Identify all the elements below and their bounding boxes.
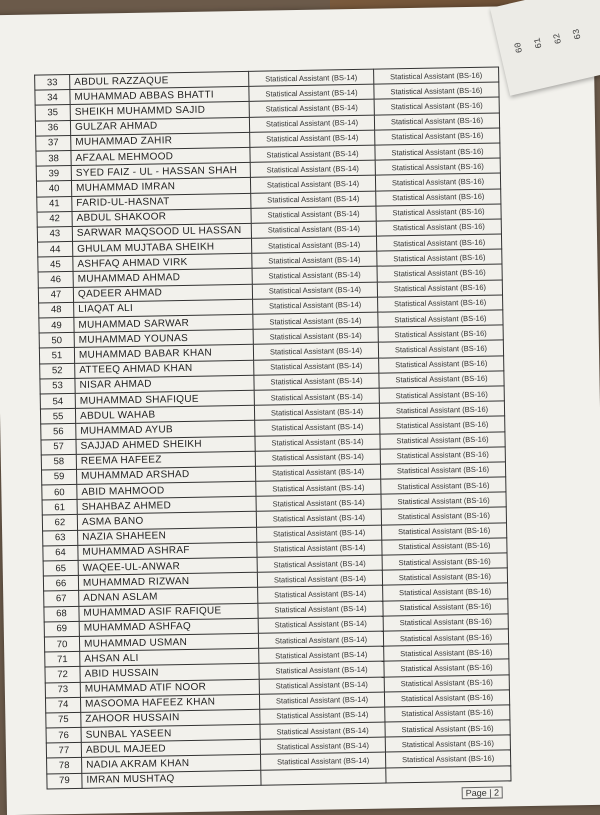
current-post: Statistical Assistant (BS-14) xyxy=(257,540,382,557)
employee-name: ATTEEQ AHMAD KHAN xyxy=(75,360,254,378)
serial-number: 68 xyxy=(44,606,79,622)
serial-number: 48 xyxy=(39,302,74,318)
corner-sheet-number: 62 xyxy=(551,32,565,45)
employee-name: AHSAN ALI xyxy=(80,648,259,666)
serial-number: 35 xyxy=(35,105,70,121)
proposed-post: Statistical Assistant (BS-16) xyxy=(382,568,507,585)
employee-name: ZAHOOR HUSSAIN xyxy=(81,709,260,727)
proposed-post: Statistical Assistant (BS-16) xyxy=(378,295,503,312)
serial-number: 67 xyxy=(44,591,79,607)
current-post: Statistical Assistant (BS-14) xyxy=(257,555,382,572)
employee-name: GULZAR AHMAD xyxy=(70,117,249,135)
serial-number: 55 xyxy=(40,409,75,425)
serial-number: 49 xyxy=(39,317,74,333)
employee-name: ABID MAHMOOD xyxy=(77,481,256,499)
employee-name: ABDUL MAJEED xyxy=(81,739,260,757)
serial-number: 45 xyxy=(38,257,73,273)
proposed-post: Statistical Assistant (BS-16) xyxy=(382,538,507,555)
current-post: Statistical Assistant (BS-14) xyxy=(255,464,380,481)
current-post: Statistical Assistant (BS-14) xyxy=(250,160,375,177)
current-post: Statistical Assistant (BS-14) xyxy=(256,510,381,527)
serial-number: 64 xyxy=(43,545,78,561)
serial-number: 66 xyxy=(43,576,78,592)
current-post: Statistical Assistant (BS-14) xyxy=(253,312,378,329)
proposed-post: Statistical Assistant (BS-16) xyxy=(380,416,505,433)
employee-name: ABDUL RAZZAQUE xyxy=(70,71,249,89)
current-post: Statistical Assistant (BS-14) xyxy=(253,327,378,344)
employee-name: ABDUL SHAKOOR xyxy=(72,208,251,226)
employee-name: MUHAMMAD BABAR KHAN xyxy=(74,345,253,363)
proposed-post: Statistical Assistant (BS-16) xyxy=(384,659,509,676)
corner-sheet-number: 63 xyxy=(571,27,584,41)
employee-name: ABDUL WAHAB xyxy=(75,405,254,423)
serial-number: 33 xyxy=(35,74,70,90)
proposed-post: Statistical Assistant (BS-16) xyxy=(380,431,505,448)
serial-number: 44 xyxy=(38,242,73,258)
proposed-post: Statistical Assistant (BS-16) xyxy=(382,523,507,540)
proposed-post: Statistical Assistant (BS-16) xyxy=(380,447,505,464)
current-post: Statistical Assistant (BS-14) xyxy=(260,722,385,739)
current-post: Statistical Assistant (BS-14) xyxy=(252,267,377,284)
proposed-post: Statistical Assistant (BS-16) xyxy=(376,188,501,205)
serial-number: 79 xyxy=(47,773,82,789)
serial-number: 41 xyxy=(37,196,72,212)
current-post: Statistical Assistant (BS-14) xyxy=(257,525,382,542)
proposed-post: Statistical Assistant (BS-16) xyxy=(379,401,504,418)
proposed-post: Statistical Assistant (BS-16) xyxy=(381,492,506,509)
roster-body xyxy=(35,67,511,789)
employee-name: SHEIKH MUHAMMD SAJID xyxy=(70,102,249,120)
employee-name: SARWAR MAQSOOD UL HASSAN xyxy=(72,223,251,241)
proposed-post: Statistical Assistant (BS-16) xyxy=(381,507,506,524)
employee-name: MUHAMMAD USMAN xyxy=(79,633,258,651)
employee-name: SUNBAL YASEEN xyxy=(81,724,260,742)
serial-number: 65 xyxy=(43,560,78,576)
document-page xyxy=(0,5,600,815)
proposed-post: Statistical Assistant (BS-16) xyxy=(378,325,503,342)
current-post xyxy=(261,768,386,785)
employee-name: SHAHBAZ AHMED xyxy=(77,497,256,515)
employee-name: MASOOMA HAFEEZ KHAN xyxy=(80,694,259,712)
proposed-post: Statistical Assistant (BS-16) xyxy=(378,340,503,357)
current-post: Statistical Assistant (BS-14) xyxy=(250,145,375,162)
current-post: Statistical Assistant (BS-14) xyxy=(251,206,376,223)
serial-number: 71 xyxy=(45,652,80,668)
employee-name: SAJJAD AHMED SHEIKH xyxy=(76,436,255,454)
employee-name: IMRAN MUSHTAQ xyxy=(82,770,261,788)
proposed-post: Statistical Assistant (BS-16) xyxy=(377,249,502,266)
current-post: Statistical Assistant (BS-14) xyxy=(258,601,383,618)
proposed-post: Statistical Assistant (BS-16) xyxy=(384,690,509,707)
proposed-post: Statistical Assistant (BS-16) xyxy=(379,386,504,403)
serial-number: 63 xyxy=(43,530,78,546)
current-post: Statistical Assistant (BS-14) xyxy=(260,737,385,754)
employee-name: MUHAMMAD ARSHAD xyxy=(77,466,256,484)
employee-name: NISAR AHMAD xyxy=(75,375,254,393)
serial-number: 76 xyxy=(46,727,81,743)
employee-name: MUHAMMAD ABBAS BHATTI xyxy=(70,87,249,105)
employee-name: ADNAN ASLAM xyxy=(79,588,258,606)
proposed-post: Statistical Assistant (BS-16) xyxy=(384,674,509,691)
employee-name: MUHAMMAD YOUNAS xyxy=(74,329,253,347)
serial-number: 54 xyxy=(40,393,75,409)
current-post: Statistical Assistant (BS-14) xyxy=(254,358,379,375)
page-number: Page | 2 xyxy=(462,787,504,800)
current-post: Statistical Assistant (BS-14) xyxy=(252,251,377,268)
serial-number: 58 xyxy=(41,454,76,470)
serial-number: 61 xyxy=(42,500,77,516)
serial-number: 47 xyxy=(38,287,73,303)
corner-sheet-number: 61 xyxy=(532,36,545,50)
employee-name: MUHAMMAD ATIF NOOR xyxy=(80,679,259,697)
proposed-post: Statistical Assistant (BS-16) xyxy=(378,310,503,327)
serial-number: 42 xyxy=(37,211,72,227)
proposed-post: Statistical Assistant (BS-16) xyxy=(379,371,504,388)
serial-number: 73 xyxy=(45,682,80,698)
current-post: Statistical Assistant (BS-14) xyxy=(253,297,378,314)
current-post: Statistical Assistant (BS-14) xyxy=(251,221,376,238)
proposed-post: Statistical Assistant (BS-16) xyxy=(377,280,502,297)
current-post: Statistical Assistant (BS-14) xyxy=(255,434,380,451)
current-post: Statistical Assistant (BS-14) xyxy=(254,373,379,390)
employee-name: MUHAMMAD ZAHIR xyxy=(71,132,250,150)
employee-name: MUHAMMAD AHMAD xyxy=(73,269,252,287)
employee-name: NAZIA SHAHEEN xyxy=(78,527,257,545)
proposed-post: Statistical Assistant (BS-16) xyxy=(375,158,500,175)
serial-number: 57 xyxy=(41,439,76,455)
current-post: Statistical Assistant (BS-14) xyxy=(249,69,374,86)
employee-name: ASMA BANO xyxy=(77,512,256,530)
serial-number: 78 xyxy=(47,758,82,774)
proposed-post: Statistical Assistant (BS-16) xyxy=(379,356,504,373)
employee-name: MUHAMMAD SARWAR xyxy=(74,314,253,332)
current-post: Statistical Assistant (BS-14) xyxy=(258,585,383,602)
employee-name: MUHAMMAD SHAFIQUE xyxy=(75,390,254,408)
overlapping-sheet-corner xyxy=(490,0,600,96)
current-post: Statistical Assistant (BS-14) xyxy=(254,403,379,420)
proposed-post: Statistical Assistant (BS-16) xyxy=(374,82,499,99)
current-post: Statistical Assistant (BS-14) xyxy=(259,677,384,694)
employee-name: SYED FAIZ - UL - HASSAN SHAH xyxy=(71,162,250,180)
current-post: Statistical Assistant (BS-14) xyxy=(253,342,378,359)
current-post: Statistical Assistant (BS-14) xyxy=(256,494,381,511)
employee-name: NADIA AKRAM KHAN xyxy=(82,755,261,773)
current-post: Statistical Assistant (BS-14) xyxy=(258,616,383,633)
current-post: Statistical Assistant (BS-14) xyxy=(250,175,375,192)
proposed-post: Statistical Assistant (BS-16) xyxy=(376,219,501,236)
proposed-post: Statistical Assistant (BS-16) xyxy=(375,173,500,190)
current-post: Statistical Assistant (BS-14) xyxy=(249,100,374,117)
proposed-post: Statistical Assistant (BS-16) xyxy=(377,264,502,281)
current-post: Statistical Assistant (BS-14) xyxy=(259,646,384,663)
current-post: Statistical Assistant (BS-14) xyxy=(251,236,376,253)
employee-roster-table xyxy=(34,66,511,789)
current-post: Statistical Assistant (BS-14) xyxy=(259,692,384,709)
current-post: Statistical Assistant (BS-14) xyxy=(252,282,377,299)
serial-number: 39 xyxy=(36,166,71,182)
employee-name: GHULAM MUJTABA SHEIKH xyxy=(73,238,252,256)
serial-number: 72 xyxy=(45,667,80,683)
employee-name: FARID-UL-HASNAT xyxy=(72,193,251,211)
serial-number: 52 xyxy=(40,363,75,379)
current-post: Statistical Assistant (BS-14) xyxy=(260,707,385,724)
proposed-post: Statistical Assistant (BS-16) xyxy=(383,598,508,615)
employee-name: ABID HUSSAIN xyxy=(80,664,259,682)
proposed-post: Statistical Assistant (BS-16) xyxy=(374,67,499,84)
proposed-post: Statistical Assistant (BS-16) xyxy=(385,750,510,767)
current-post: Statistical Assistant (BS-14) xyxy=(255,418,380,435)
proposed-post: Statistical Assistant (BS-16) xyxy=(383,629,508,646)
proposed-post: Statistical Assistant (BS-16) xyxy=(376,204,501,221)
current-post: Statistical Assistant (BS-14) xyxy=(258,631,383,648)
proposed-post: Statistical Assistant (BS-16) xyxy=(383,614,508,631)
serial-number: 50 xyxy=(39,333,74,349)
serial-number: 69 xyxy=(44,621,79,637)
serial-number: 34 xyxy=(35,90,70,106)
proposed-post xyxy=(386,766,511,783)
current-post: Statistical Assistant (BS-14) xyxy=(249,84,374,101)
proposed-post: Statistical Assistant (BS-16) xyxy=(384,644,509,661)
employee-name: QADEER AHMAD xyxy=(73,284,252,302)
current-post: Statistical Assistant (BS-14) xyxy=(256,479,381,496)
proposed-post: Statistical Assistant (BS-16) xyxy=(380,462,505,479)
proposed-post: Statistical Assistant (BS-16) xyxy=(382,553,507,570)
employee-name: MUHAMMAD ASHRAF xyxy=(78,542,257,560)
proposed-post: Statistical Assistant (BS-16) xyxy=(385,705,510,722)
current-post: Statistical Assistant (BS-14) xyxy=(250,130,375,147)
serial-number: 59 xyxy=(42,469,77,485)
proposed-post: Statistical Assistant (BS-16) xyxy=(376,234,501,251)
employee-name: AFZAAL MEHMOOD xyxy=(71,147,250,165)
current-post: Statistical Assistant (BS-14) xyxy=(255,449,380,466)
employee-name: ASHFAQ AHMAD VIRK xyxy=(73,254,252,272)
employee-name: MUHAMMAD AYUB xyxy=(76,421,255,439)
serial-number: 56 xyxy=(41,424,76,440)
serial-number: 53 xyxy=(40,378,75,394)
employee-name: MUHAMMAD ASIF RAFIQUE xyxy=(79,603,258,621)
serial-number: 51 xyxy=(39,348,74,364)
proposed-post: Statistical Assistant (BS-16) xyxy=(383,583,508,600)
corner-sheet-number: 60 xyxy=(512,41,526,54)
current-post: Statistical Assistant (BS-14) xyxy=(251,191,376,208)
serial-number: 74 xyxy=(45,697,80,713)
employee-name: MUHAMMAD RIZWAN xyxy=(78,572,257,590)
current-post: Statistical Assistant (BS-14) xyxy=(259,661,384,678)
proposed-post: Statistical Assistant (BS-16) xyxy=(375,143,500,160)
employee-name: WAQEE-UL-ANWAR xyxy=(78,557,257,575)
serial-number: 46 xyxy=(38,272,73,288)
current-post: Statistical Assistant (BS-14) xyxy=(254,388,379,405)
serial-number: 62 xyxy=(42,515,77,531)
serial-number: 38 xyxy=(36,150,71,166)
proposed-post: Statistical Assistant (BS-16) xyxy=(374,113,499,130)
proposed-post: Statistical Assistant (BS-16) xyxy=(374,97,499,114)
employee-name: MUHAMMAD IMRAN xyxy=(71,178,250,196)
employee-name: REEMA HAFEEZ xyxy=(76,451,255,469)
serial-number: 60 xyxy=(42,484,77,500)
serial-number: 36 xyxy=(35,120,70,136)
serial-number: 77 xyxy=(46,743,81,759)
employee-name: LIAQAT ALI xyxy=(74,299,253,317)
serial-number: 40 xyxy=(36,181,71,197)
current-post: Statistical Assistant (BS-14) xyxy=(257,570,382,587)
serial-number: 37 xyxy=(36,135,71,151)
current-post: Statistical Assistant (BS-14) xyxy=(261,752,386,769)
proposed-post: Statistical Assistant (BS-16) xyxy=(385,720,510,737)
employee-name: MUHAMMAD ASHFAQ xyxy=(79,618,258,636)
proposed-post: Statistical Assistant (BS-16) xyxy=(381,477,506,494)
serial-number: 43 xyxy=(37,226,72,242)
serial-number: 70 xyxy=(44,636,79,652)
serial-number: 75 xyxy=(46,712,81,728)
current-post: Statistical Assistant (BS-14) xyxy=(249,115,374,132)
proposed-post: Statistical Assistant (BS-16) xyxy=(385,735,510,752)
proposed-post: Statistical Assistant (BS-16) xyxy=(375,128,500,145)
